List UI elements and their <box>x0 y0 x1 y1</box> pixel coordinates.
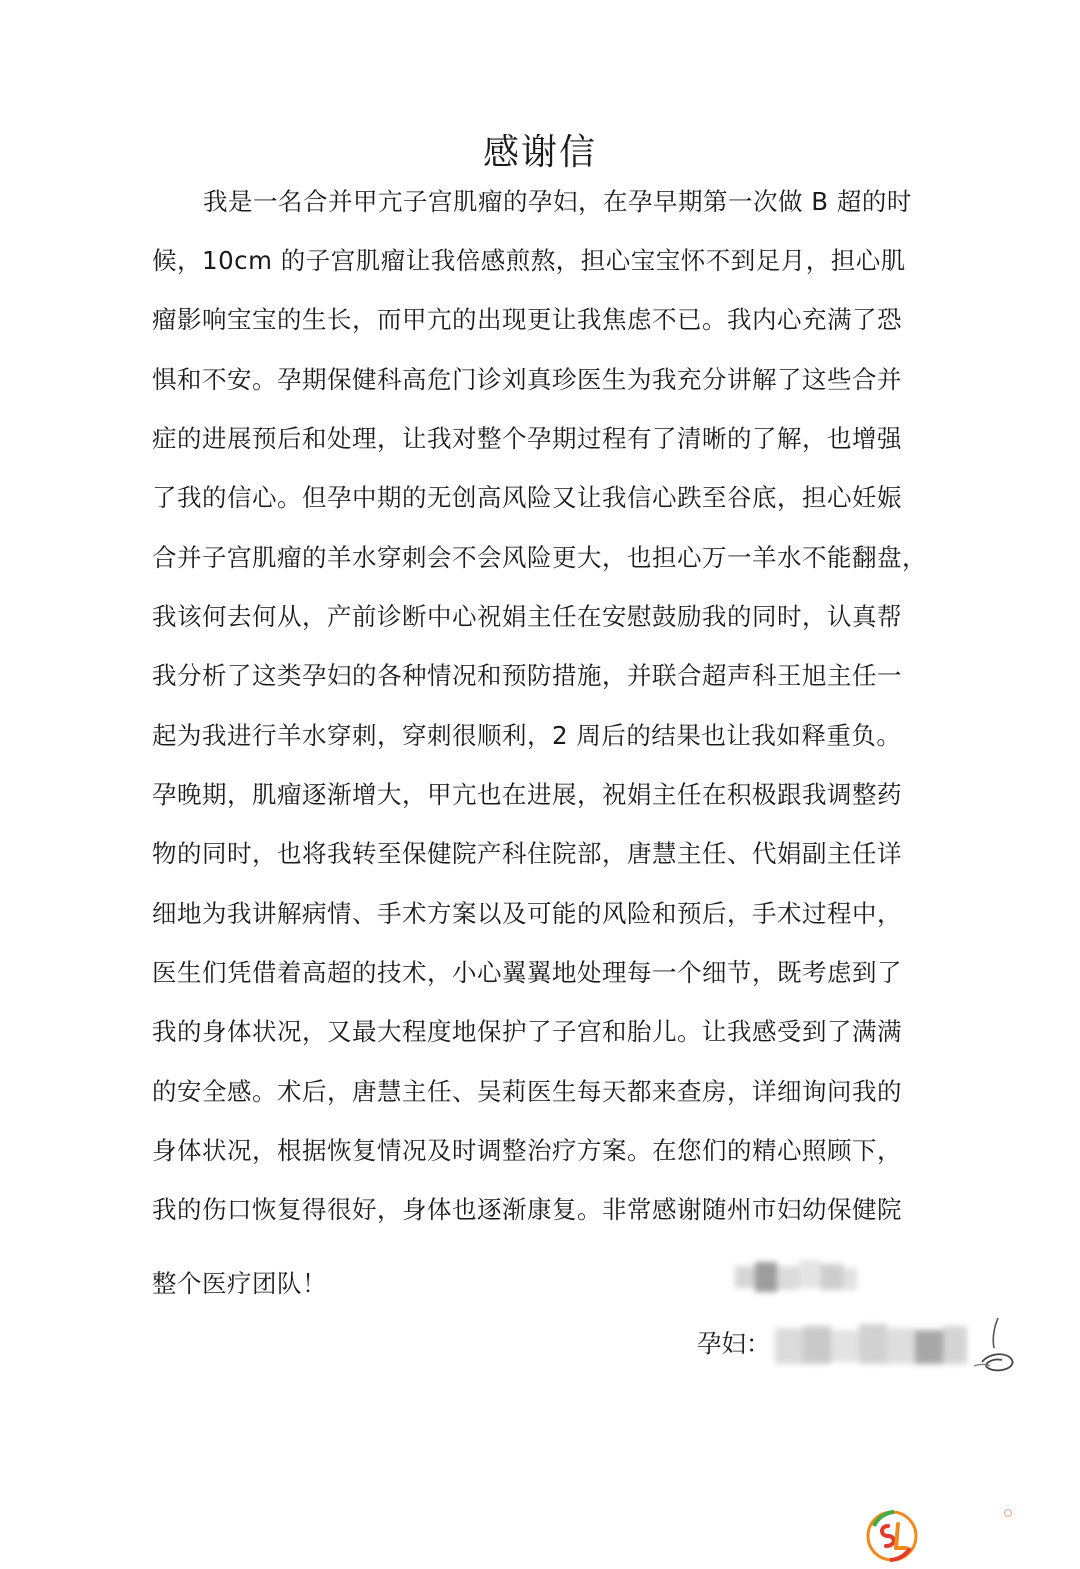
letter-line: 起为我进行羊水穿刺，穿刺很顺利，2 周后的结果也让我如释重负。 <box>152 721 902 750</box>
letter-line: 惧和不安。孕期保健科高危门诊刘真珍医生为我充分讲解了这些合并 <box>152 365 902 394</box>
letter-line: 细地为我讲解病情、手术方案以及可能的风险和预后，手术过程中， <box>152 899 902 928</box>
letter-line: 合并子宫肌瘤的羊水穿刺会不会风险更大，也担心万一羊水不能翻盘， <box>152 543 927 572</box>
handwritten-signature-icon <box>968 1314 1020 1378</box>
redacted-date-block <box>735 1258 860 1302</box>
letter-title: 感谢信 <box>482 132 597 173</box>
letter-line: 整个医疗团队！ <box>152 1269 327 1298</box>
letter-line: 候，10cm 的子宫肌瘤让我倍感煎熬，担心宝宝怀不到足月，担心肌 <box>152 246 906 275</box>
letter-line: 我的伤口恢复得很好，身体也逐渐康复。非常感谢随州市妇幼保健院 <box>152 1195 902 1224</box>
letter-line: 孕晚期，肌瘤逐渐增大，甲亢也在进展，祝娟主任在积极跟我调整药 <box>152 780 902 809</box>
letter-line: 我该何去何从，产前诊断中心祝娟主任在安慰鼓励我的同时，认真帮 <box>152 602 902 631</box>
signature-label: 孕妇： <box>697 1329 771 1358</box>
letter-line: 医生们凭借着高超的技术，小心翼翼地处理每一个细节，既考虑到了 <box>152 958 902 987</box>
site-logo-icon <box>864 1508 920 1564</box>
letter-line: 我分析了这类孕妇的各种情况和预防措施，并联合超声科王旭主任一 <box>152 661 902 690</box>
letter-line: 的安全感。术后，唐慧主任、吴莉医生每天都来查房，详细询问我的 <box>152 1077 902 1106</box>
letter-line: 了我的信心。但孕中期的无创高风险又让我信心跌至谷底，担心妊娠 <box>152 483 902 512</box>
letter-line: 症的进展预后和处理，让我对整个孕期过程有了清晰的了解，也增强 <box>152 424 902 453</box>
letter-line: 我是一名合并甲亢子宫肌瘤的孕妇，在孕早期第一次做 B 超的时 <box>203 187 912 216</box>
letter-line: 我的身体状况，又最大程度地保护了子宫和胎儿。让我感受到了满满 <box>152 1017 902 1046</box>
redacted-name-block <box>775 1318 970 1374</box>
corner-dot-icon <box>1004 1509 1012 1517</box>
letter-line: 瘤影响宝宝的生长，而甲亢的出现更让我焦虑不已。我内心充满了恐 <box>152 305 902 334</box>
letter-line: 身体状况，根据恢复情况及时调整治疗方案。在您们的精心照顾下， <box>152 1136 902 1165</box>
letter-line: 物的同时，也将我转至保健院产科住院部，唐慧主任、代娟副主任详 <box>152 839 902 868</box>
